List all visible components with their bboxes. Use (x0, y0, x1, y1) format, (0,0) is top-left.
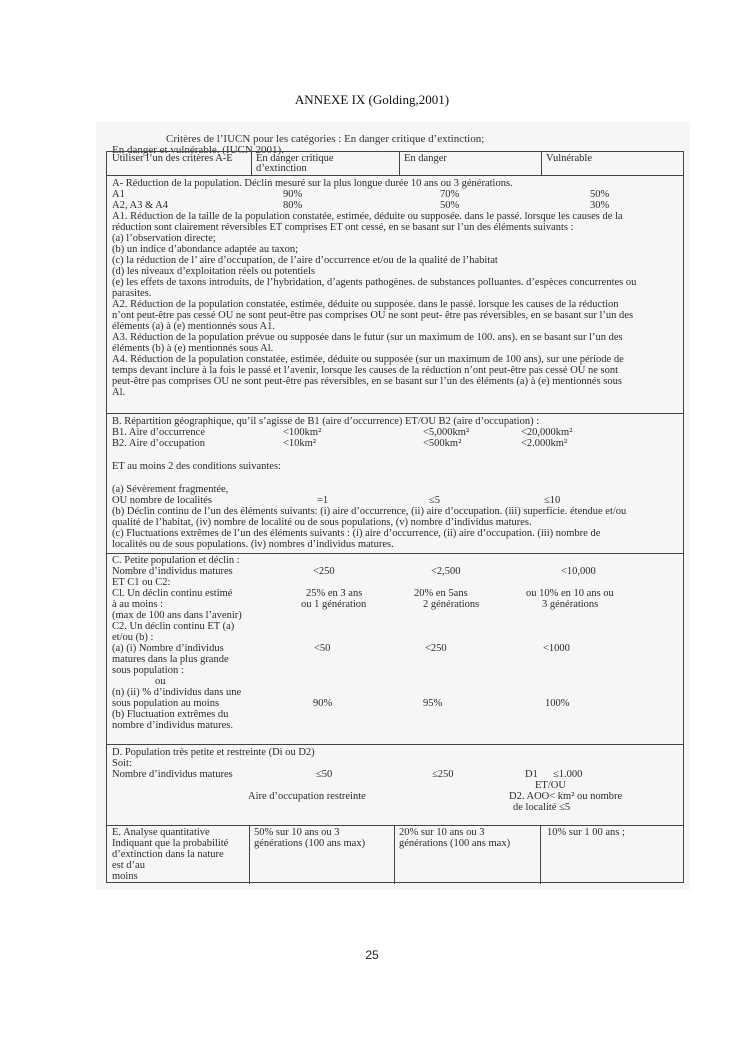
a-text: réduction sont clairement réversibles ET comprises ET ont cessé, en se basant sur l’un des éléments suivants : (112, 222, 574, 233)
e-endangered: générations (100 ans max) (399, 838, 511, 849)
section-d-divider (107, 825, 683, 826)
b-title: B. Répartition géographique, qu’il s’agisse de B1 (aire d’occurrence) ET/OU B2 (aire d’occupation) : (112, 416, 540, 427)
b-a-endangered: ≤5 (429, 495, 441, 506)
c-text: nombre d’individus matures. (112, 720, 234, 731)
header-critical-2: d’extinction (256, 163, 307, 174)
e-label: Indiquant que la probabilité (112, 838, 229, 849)
c-decline-critical: 25% en 3 ans (306, 588, 363, 599)
a-text: (d) les niveaux d’exploitation réels ou potentiels (112, 266, 315, 277)
c-gen-endangered: 2 générations (423, 599, 480, 610)
b-a-vulnerable: ≤10 (544, 495, 561, 506)
d1-value: ≤1.000 (553, 769, 583, 780)
a-text: peut-être pas comprises OU ne sont peut-être pas réversibles, en se basant sur l’un des éléments (a) à (e) mentionnés sous (112, 376, 622, 387)
a-text: n’ont peut-être pas cessé OU ne sont peut-être pas comprises OU ne sont peut- être pas réversibles, en se basant sur l’un des (112, 310, 634, 321)
a-title: A- Réduction de la population. Déclin mesuré sur la plus longue durée 10 ans ou 3 générations. (112, 178, 513, 189)
d2-line2: de localité ≤5 (513, 802, 571, 813)
c-decline-vulnerable: ou 10% en 10 ans ou (526, 588, 614, 599)
a-text: A3. Réduction de la population prévue ou supposée dans le futur (sur un maximum de 100. ans). en se basant sur l’un des (112, 332, 623, 343)
header-critical-1: En danger critique (256, 153, 334, 164)
b-c-line1: (c) Fluctuations extrêmes de l’un des éléments suivants : (i) aire d’occurrence, (ii) aire d’occupation. (iii) nombre de (112, 528, 601, 539)
a-text: parasites. (112, 288, 152, 299)
c-text: (a) (i) Nombre d’individus (112, 643, 224, 654)
c-text: C2. Un déclin continu ET (a) (112, 621, 235, 632)
a2-endangered: 50% (440, 200, 460, 211)
d-soit: Soit: (112, 758, 132, 769)
c-subpop-vulnerable: <1000 (543, 643, 570, 654)
c-mature-critical: <250 (313, 566, 335, 577)
d-et-ou: ET/OU (535, 780, 566, 791)
header-divider (107, 175, 683, 176)
e-col-divider-2 (394, 825, 395, 884)
e-endangered: 20% sur 10 ans ou 3 (399, 827, 485, 838)
a-text: éléments (a) à (e) mentionnés sous A1. (112, 321, 275, 332)
b1-label: B1. Aire d’occurrence (112, 427, 205, 438)
b-a-line2: OU nombre de localités (112, 495, 213, 506)
section-c-divider (107, 744, 683, 745)
caption-line-2: En danger et vulnérable. (IUCN 2001). (112, 144, 284, 156)
c-text: sous population : (112, 665, 184, 676)
a2-vulnerable: 30% (590, 200, 610, 211)
a-text: (a) l’observation directe; (112, 233, 216, 244)
b-b-line1: (b) Déclin continu de l’un des éléments suivants: (i) aire d’occurrence, (ii) aire d’occupation. (iii) superficie. étendue et/ou (112, 506, 627, 517)
b2-label: B2. Aire d’occupation (112, 438, 206, 449)
c-text: C. Petite population et déclin : (112, 555, 240, 566)
section-b-divider (107, 553, 683, 554)
d-endangered: ≤250 (432, 769, 454, 780)
header-col-divider-1 (251, 152, 252, 175)
e-col-divider-1 (249, 825, 250, 884)
d2-line1: D2. AOO< km² ou nombre (509, 791, 623, 802)
c-decline-endangered: 20% en 5ans (414, 588, 468, 599)
e-col-divider-3 (540, 825, 541, 884)
d-critical: ≤50 (316, 769, 333, 780)
c-text: (max de 100 ans dans l’avenir) (112, 610, 242, 621)
c-gen-vulnerable: 3 générations (542, 599, 599, 610)
header-criteria: Utiliser l’un des critères A-E (112, 153, 233, 164)
b-c-line2: localités ou de sous populations. (iv) nombres d’individus matures. (112, 539, 394, 550)
b-b-line2: qualité de l’habitat, (iv) nombre de localité ou de sous populations, (v) nombre d’individus matures. (112, 517, 532, 528)
a-text: A1. Réduction de la taille de la population constatée, estimée, déduite ou supposée. dans le passé. lorsque les causes de la (112, 211, 623, 222)
a-text: A2. Réduction de la population constatée, estimée, déduite ou supposée. dans le passé. lorsque les causes de la réduction (112, 299, 619, 310)
a2-critical: 80% (283, 200, 303, 211)
header-vulnerable: Vulnérable (546, 153, 593, 164)
d1-label: D1 (525, 769, 538, 780)
header-col-divider-3 (541, 152, 542, 175)
e-critical: 50% sur 10 ans ou 3 (254, 827, 340, 838)
a1-label: A1 (112, 189, 125, 200)
a2-label: A2, A3 & A4 (112, 200, 169, 211)
a-text: (c) la réduction de l’ aire d’occupation, de l’aire d’occurrence et/ou de la qualité de l’habitat (112, 255, 498, 266)
e-label: E. Analyse quantitative (112, 827, 210, 838)
e-critical: générations (100 ans max) (254, 838, 366, 849)
c-percent-endangered: 95% (423, 698, 443, 709)
e-label: moins (112, 871, 138, 882)
e-label: d’extinction dans la nature (112, 849, 224, 860)
b1-endangered: <5,000km² (423, 427, 470, 438)
c-subpop-endangered: <250 (425, 643, 447, 654)
c-text: ou (155, 676, 166, 687)
b2-vulnerable: <2.000km² (521, 438, 568, 449)
a1-vulnerable: 50% (590, 189, 610, 200)
a-text: Al. (112, 387, 126, 398)
c-subpop-critical: <50 (314, 643, 331, 654)
c-percent-vulnerable: 100% (545, 698, 570, 709)
c-text: ET C1 ou C2: (112, 577, 171, 588)
b1-critical: <100km² (283, 427, 322, 438)
section-a-divider (107, 413, 683, 414)
a-text: temps devant inclure à la fois le passé et l’avenir, lorsque les causes de la réduction n’ont peut-être pas cessé OU ne sont (112, 365, 619, 376)
d-mature-label: Nombre d’individus matures (112, 769, 233, 780)
a1-critical: 90% (283, 189, 303, 200)
header-endangered: En danger (404, 153, 447, 164)
c-text: Nombre d’individus matures (112, 566, 233, 577)
c-mature-endangered: <2,500 (431, 566, 461, 577)
b1-vulnerable: <20,000km² (521, 427, 573, 438)
c-text: et/ou (b) : (112, 632, 154, 643)
b-a-line1: (a) Sévèrement fragmentée, (112, 484, 229, 495)
b-conditions: ET au moins 2 des conditions suivantes: (112, 461, 281, 472)
iucn-criteria-table (106, 151, 684, 883)
d-title: D. Population très petite et restreinte (Di ou D2) (112, 747, 315, 758)
d-aire-label: Aire d’occupation restreinte (248, 791, 366, 802)
e-vulnerable: 10% sur 1 00 ans ; (547, 827, 625, 838)
b2-critical: <10km² (283, 438, 316, 449)
a-text: éléments (b) à (e) mentionnés sous Al. (112, 343, 274, 354)
b2-endangered: <500km² (423, 438, 462, 449)
page-number: 25 (365, 948, 379, 962)
c-percent-critical: 90% (313, 698, 333, 709)
a1-endangered: 70% (440, 189, 460, 200)
e-label: est d’au (112, 860, 145, 871)
header-col-divider-2 (399, 152, 400, 175)
a-text: (b) un indice d’abondance adaptée au taxon; (112, 244, 299, 255)
a-text: (e) les effets de taxons introduits, de l’hybridation, d’agents pathogènes. de substances polluantes. d’espèces concurrentes ou (112, 277, 637, 288)
c-mature-vulnerable: <10,000 (561, 566, 596, 577)
c-gen-critical: ou 1 génération (301, 599, 367, 610)
c-text: Cl. Un déclin continu estimé (112, 588, 233, 599)
c-text: à au moins : (112, 599, 164, 610)
c-text: (n) (ii) % d’individus dans une (112, 687, 242, 698)
c-text: sous population au moins (112, 698, 220, 709)
b-a-critical: =1 (317, 495, 329, 506)
caption-line-1: Critères de l’IUCN pour les catégories : En danger critique d’extinction; (166, 133, 485, 145)
a-text: A4. Réduction de la population constatée, estimée, déduite ou supposée (sur un maximum de 100 ans), sur une période de (112, 354, 624, 365)
c-text: (b) Fluctuation extrêmes du (112, 709, 229, 720)
page-title: ANNEXE IX (Golding,2001) (294, 92, 450, 107)
c-text: matures dans la plus grande (112, 654, 229, 665)
